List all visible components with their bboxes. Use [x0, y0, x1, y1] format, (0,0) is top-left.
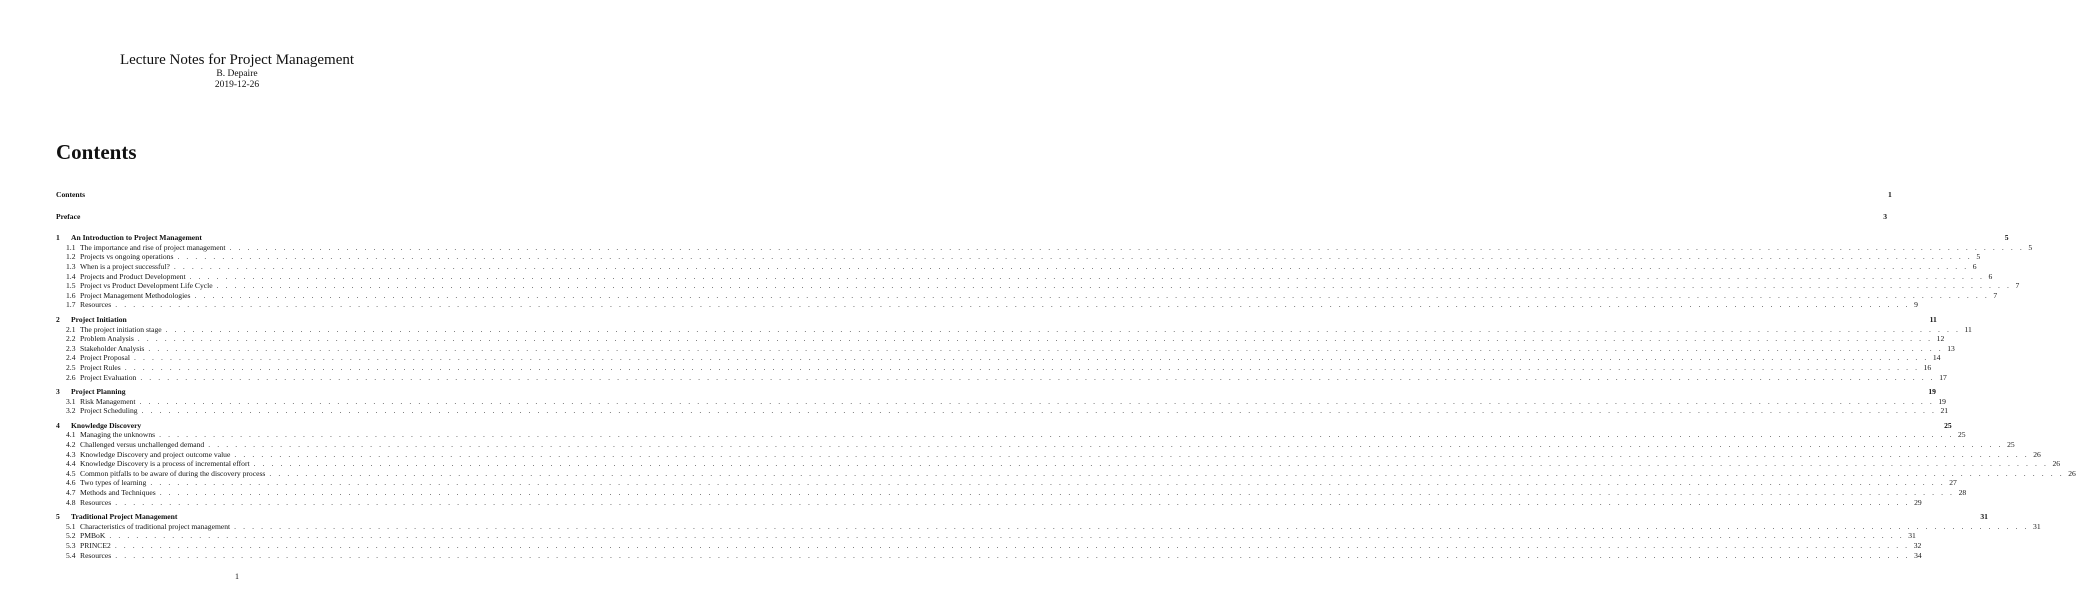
dot-leader: . . . . . . . . . . . . . . . . . . . . . . . . . . . . . . . . . . . . . . . . . . . . . . . . . . . . . . . . . . . . . . . . . . . . . . . . . . . . . . . . . . . . . . . . . . . . . . . . . . . . . . . . . . . . . . . . . . . . . . . . . . . . . . . . . . . . . . . . . . . . . . . . . . . . . . . . . . . . . . . . . . . . . . . . . . . . . . . . . . . . . . . . . . . . . . . . . . . . . . . . [109, 531, 1905, 541]
toc-page-number: 6 [1988, 271, 1993, 281]
dot-leader: . . . . . . . . . . . . . . . . . . . . . . . . . . . . . . . . . . . . . . . . . . . . . . . . . . . . . . . . . . . . . . . . . . . . . . . . . . . . . . . . . . . . . . . . . . . . . . . . . . . . . . . . . . . . . . . . . . . . . . . . . . . . . . . . . . . . . . . . . . . . . . . . . . . . . . . . . . . . . . . . . . . . . . . . . . . . . . . . . . . . . . . . . . . . . . . . . . . . . . . . [124, 362, 1920, 372]
dot-leader: . . . . . . . . . . . . . . . . . . . . . . . . . . . . . . . . . . . . . . . . . . . . . . . . . . . . . . . . . . . . . . . . . . . . . . . . . . . . . . . . . . . . . . . . . . . . . . . . . . . . . . . . . . . . . . . . . . . . . . . . . . . . . . . . . . . . . . . . . . . . . . . . . . . . . . . . . . . . . . . . . . . . . . . . . . . . . . . . . . . . . . . . . . . . . . . . . . . . . . . . [140, 372, 1936, 382]
toc-section[interactable] [56, 488, 1967, 498]
toc-section[interactable] [56, 497, 1922, 508]
toc-section[interactable] [56, 406, 1949, 416]
toc-label: PRINCE2 [80, 541, 111, 550]
toc-entry-front-matter[interactable] [56, 190, 1892, 200]
dot-leader: . . . . . . . . . . . . . . . . . . . . . . . . . . . . . . . . . . . . . . . . . . . . . . . . . . . . . . . . . . . . . . . . . . . . . . . . . . . . . . . . . . . . . . . . . . . . . . . . . . . . . . . . . . . . . . . . . . . . . . . . . . . . . . . . . . . . . . . . . . . . . . . . . . . . . . . . . . . . . . . . . . . . . . . . . . . . . . . . . . . . . . . . . . . . . . . . . . . . . . . . [194, 290, 1990, 300]
toc-section[interactable] [56, 261, 1977, 272]
toc-number: 5.3 [66, 541, 76, 550]
dot-leader: . . . . . . . . . . . . . . . . . . . . . . . . . . . . . . . . . . . . . . . . . . . . . . . . . . . . . . . . . . . . . . . . . . . . . . . . . . . . . . . . . . . . . . . . . . . . . . . . . . . . . . . . . . . . . . . . . . . . . . . . . . . . . . . . . . . . . . . . . . . . . . . . . . . . . . . . . . . . . . . . . . . . . . . . . . . . . . . . . . . . . . . . . . . . . . . . . . . . . . . . [253, 459, 2049, 469]
toc-page-number: 26 [2052, 459, 2061, 469]
toc-label: Project Proposal [80, 353, 130, 363]
toc-page-number: 11 [1929, 314, 1937, 324]
toc-number: 2.1 [66, 324, 76, 334]
toc-number: 3 [56, 387, 60, 397]
toc-section[interactable] [56, 459, 2061, 469]
toc-page-number: 13 [1947, 343, 1955, 353]
toc-label: Resources [80, 550, 112, 560]
toc-section[interactable] [56, 440, 2015, 450]
toc-page-number: 34 [1914, 550, 1922, 560]
toc-number: 5.4 [66, 550, 76, 560]
toc-label: Project Management Methodologies [80, 290, 191, 300]
toc-page-number: 7 [1993, 290, 1998, 300]
table-of-contents [56, 190, 2076, 560]
toc-page-number: 32 [1913, 541, 1922, 550]
toc-label: Traditional Project Management [71, 512, 178, 522]
toc-spacer [56, 221, 418, 233]
toc-label: Common pitfalls to be aware of during the discovery process [80, 468, 266, 478]
toc-number: 1.7 [66, 300, 76, 310]
toc-number: 1.3 [66, 261, 76, 271]
toc-number: 2.4 [66, 353, 76, 363]
toc-page-number: 16 [1923, 362, 1932, 372]
toc-chapter[interactable] [56, 512, 1988, 522]
toc-number: 1.6 [66, 290, 76, 300]
dot-leader: . . . . . . . . . . . . . . . . . . . . . . . . . . . . . . . . . . . . . . . . . . . . . . . . . . . . . . . . . . . . . . . . . . . . . . . . . . . . . . . . . . . . . . . . . . . . . . . . . . . . . . . . . . . . . . . . . . . . . . . . . . . . . . . . . . . . . . . . . . . . . . . . . . . . . . . . . . . . . . . . . . . . . . . . . . . . . . . . . . . . . . . . . . . . . . . . . . . . . . . . [137, 334, 1933, 344]
toc-chapter[interactable] [56, 314, 1937, 325]
toc-number: 1.5 [66, 281, 76, 291]
toc-page-number: 14 [1932, 353, 1941, 363]
dot-leader: . . . . . . . . . . . . . . . . . . . . . . . . . . . . . . . . . . . . . . . . . . . . . . . . . . . . . . . . . . . . . . . . . . . . . . . . . . . . . . . . . . . . . . . . . . . . . . . . . . . . . . . . . . . . . . . . . . . . . . . . . . . . . . . . . . . . . . . . . . . . . . . . . . . . . . . . . . . . . . . . . . . . . . . . . . . . . . . . . . . . . . . . . . . . . . . . . . . . . . . . [134, 353, 1929, 363]
toc-page-number: 27 [1949, 478, 1957, 488]
toc-number: 4.4 [66, 459, 76, 469]
toc-number: 1.2 [66, 252, 76, 262]
dot-leader: . . . . . . . . . . . . . . . . . . . . . . . . . . . . . . . . . . . . . . . . . . . . . . . . . . . . . . . . . . . . . . . . . . . . . . . . . . . . . . . . . . . . . . . . . . . . . . . . . . . . . . . . . . . . . . . . . . . . . . . . . . . . . . . . . . . . . . . . . . . . . . . . . . . . . . . . . . . . . . . . . . . . . . . . . . . . . . . . . . . . . . . . . . . . . . . . . . . . . . . . [177, 252, 1973, 262]
toc-number: 4.3 [66, 449, 76, 459]
toc-section[interactable] [56, 324, 1972, 335]
toc-page-number: 12 [1936, 334, 1945, 344]
toc-section[interactable] [56, 372, 1947, 383]
toc-section[interactable] [56, 430, 1966, 440]
toc-label: Project Evaluation [80, 372, 137, 382]
dot-leader: . . . . . . . . . . . . . . . . . . . . . . . . . . . . . . . . . . . . . . . . . . . . . . . . . . . . . . . . . . . . . . . . . . . . . . . . . . . . . . . . . . . . . . . . . . . . . . . . . . . . . . . . . . . . . . . . . . . . . . . . . . . . . . . . . . . . . . . . . . . . . . . . . . . . . . . . . . . . . . . . . . . . . . . . . . . . . . . . . . . . . . . . . . . . . . . . . . . . . . . . [173, 261, 1969, 271]
toc-page-number: 5 [2028, 242, 2033, 252]
toc-number: 5.2 [66, 531, 76, 541]
toc-number: 4.8 [66, 497, 76, 507]
toc-page-number: 5 [2004, 233, 2009, 243]
toc-page-number: 26 [2033, 449, 2041, 459]
page-number: 1 [235, 572, 239, 581]
toc-section[interactable] [56, 531, 1916, 541]
toc-label: Risk Management [80, 396, 136, 406]
document-date: 2019-12-26 [214, 80, 260, 90]
toc-number: 5 [56, 512, 60, 522]
toc-page-number: 29 [1914, 497, 1922, 507]
toc-section[interactable] [56, 334, 1945, 344]
toc-label: Project Scheduling [80, 406, 138, 416]
toc-label: Contents [56, 190, 86, 199]
toc-label: Project Planning [71, 387, 126, 397]
toc-page-number: 3 [1883, 211, 1887, 221]
toc-label: Projects and Product Development [80, 271, 186, 281]
toc-label: Knowledge Discovery and project outcome value [80, 449, 231, 459]
dot-leader: . . . . . . . . . . . . . . . . . . . . . . . . . . . . . . . . . . . . . . . . . . . . . . . . . . . . . . . . . . . . . . . . . . . . . . . . . . . . . . . . . . . . . . . . . . . . . . . . . . . . . . . . . . . . . . . . . . . . . . . . . . . . . . . . . . . . . . . . . . . . . . . . . . . . . . . . . . . . . . . . . . . . . . . . . . . . . . . . . . . . . . . . . . . . . . . . . . . . . . . . [208, 440, 2004, 450]
contents-heading: Contents [56, 140, 137, 164]
toc-page-number: 19 [1938, 396, 1946, 406]
toc-number: 4.5 [66, 468, 76, 478]
toc-entry-front-matter[interactable] [56, 211, 1887, 222]
toc-label: Resources [80, 497, 112, 507]
dot-leader: . . . . . . . . . . . . . . . . . . . . . . . . . . . . . . . . . . . . . . . . . . . . . . . . . . . . . . . . . . . . . . . . . . . . . . . . . . . . . . . . . . . . . . . . . . . . . . . . . . . . . . . . . . . . . . . . . . . . . . . . . . . . . . . . . . . . . . . . . . . . . . . . . . . . . . . . . . . . . . . . . . . . . . . . . . . . . . . . . . . . . . . . . . . . . . . . . . . . . . . . [115, 300, 1911, 310]
toc-page-number: 9 [1914, 300, 1918, 310]
toc-chapter[interactable] [56, 387, 1936, 397]
toc-section[interactable] [56, 362, 1932, 373]
toc-number: 1.1 [66, 242, 76, 252]
toc-page-number: 21 [1940, 406, 1949, 416]
toc-label: Project Initiation [71, 314, 127, 324]
toc-section[interactable] [56, 541, 1922, 551]
toc-label: The importance and rise of project management [80, 242, 226, 252]
toc-label: When is a project successful? [80, 261, 170, 271]
dot-leader: . . . . . . . . . . . . . . . . . . . . . . . . . . . . . . . . . . . . . . . . . . . . . . . . . . . . . . . . . . . . . . . . . . . . . . . . . . . . . . . . . . . . . . . . . . . . . . . . . . . . . . . . . . . . . . . . . . . . . . . . . . . . . . . . . . . . . . . . . . . . . . . . . . . . . . . . . . . . . . . . . . . . . . . . . . . . . . . . . . . . . . . . . . . . . . . . . . . . . . . . [165, 324, 1961, 334]
toc-page-number: 6 [1972, 261, 1977, 271]
toc-label: Managing the unknowns [80, 430, 156, 440]
toc-number: 3.2 [66, 406, 76, 416]
toc-chapter[interactable] [56, 420, 1952, 431]
toc-page-number: 19 [1928, 387, 1936, 397]
toc-label: PMBoK [80, 531, 106, 541]
toc-label: Knowledge Discovery [71, 420, 142, 430]
dot-leader: . . . . . . . . . . . . . . . . . . . . . . . . . . . . . . . . . . . . . . . . . . . . . . . . . . . . . . . . . . . . . . . . . . . . . . . . . . . . . . . . . . . . . . . . . . . . . . . . . . . . . . . . . . . . . . . . . . . . . . . . . . . . . . . . . . . . . . . . . . . . . . . . . . . . . . . . . . . . . . . . . . . . . . . . . . . . . . . . . . . . . . . . . . . . . . . . . . . . . . . . [150, 478, 1946, 488]
toc-number: 2.2 [66, 334, 76, 344]
toc-number: 5.1 [66, 521, 76, 531]
toc-page-number: 1 [1888, 190, 1892, 199]
toc-label: Problem Analysis [80, 334, 134, 344]
toc-section[interactable] [56, 242, 2033, 253]
toc-page-number: 11 [1964, 324, 1972, 334]
toc-label: Projects vs ongoing operations [80, 252, 174, 262]
toc-label: Knowledge Discovery is a process of incremental effort [80, 459, 250, 469]
toc-page-number: 17 [1939, 372, 1947, 382]
dot-leader: . . . . . . . . . . . . . . . . . . . . . . . . . . . . . . . . . . . . . . . . . . . . . . . . . . . . . . . . . . . . . . . . . . . . . . . . . . . . . . . . . . . . . . . . . . . . . . . . . . . . . . . . . . . . . . . . . . . . . . . . . . . . . . . . . . . . . . . . . . . . . . . . . . . . . . . . . . . . . . . . . . . . . . . . . . . . . . . . . . . . . . . . . . . . . . . . . . . . . . . . [115, 550, 1911, 560]
toc-page-number: 25 [1944, 420, 1952, 430]
toc-section[interactable] [56, 449, 2041, 460]
dot-leader: . . . . . . . . . . . . . . . . . . . . . . . . . . . . . . . . . . . . . . . . . . . . . . . . . . . . . . . . . . . . . . . . . . . . . . . . . . . . . . . . . . . . . . . . . . . . . . . . . . . . . . . . . . . . . . . . . . . . . . . . . . . . . . . . . . . . . . . . . . . . . . . . . . . . . . . . . . . . . . . . . . . . . . . . . . . . . . . . . . . . . . . . . . . . . . . . . . . . . . . . [229, 242, 2025, 252]
toc-label: An Introduction to Project Management [71, 233, 202, 243]
toc-section[interactable] [56, 396, 1946, 407]
toc-number: 2.3 [66, 343, 76, 353]
toc-page-number: 5 [1976, 252, 1981, 262]
toc-number: 1.4 [66, 271, 76, 281]
dot-leader: . . . . . . . . . . . . . . . . . . . . . . . . . . . . . . . . . . . . . . . . . . . . . . . . . . . . . . . . . . . . . . . . . . . . . . . . . . . . . . . . . . . . . . . . . . . . . . . . . . . . . . . . . . . . . . . . . . . . . . . . . . . . . . . . . . . . . . . . . . . . . . . . . . . . . . . . . . . . . . . . . . . . . . . . . . . . . . . . . . . . . . . . . . . . . . . . . . . . . . . . [115, 497, 1911, 507]
toc-section[interactable] [56, 478, 1957, 488]
toc-section[interactable] [56, 290, 1998, 301]
toc-section[interactable] [56, 271, 1993, 282]
toc-number: 2 [56, 314, 60, 324]
toc-page-number: 25 [2007, 440, 2015, 450]
toc-label: Project vs Product Development Life Cycle [80, 281, 213, 291]
toc-section[interactable] [56, 343, 1955, 354]
toc-page-number: 31 [2033, 521, 2041, 531]
toc-section[interactable] [56, 300, 1918, 310]
toc-number: 4.6 [66, 478, 76, 488]
toc-number: 1 [56, 233, 60, 243]
dot-leader: . . . . . . . . . . . . . . . . . . . . . . . . . . . . . . . . . . . . . . . . . . . . . . . . . . . . . . . . . . . . . . . . . . . . . . . . . . . . . . . . . . . . . . . . . . . . . . . . . . . . . . . . . . . . . . . . . . . . . . . . . . . . . . . . . . . . . . . . . . . . . . . . . . . . . . . . . . . . . . . . . . . . . . . . . . . . . . . . . . . . . . . . . . . . . . . . . . . . . . . . [234, 521, 2030, 531]
toc-section[interactable] [56, 468, 2076, 479]
toc-page-number: 25 [1957, 430, 1966, 440]
toc-page-number: 28 [1958, 488, 1967, 498]
toc-label: Preface [56, 211, 81, 221]
toc-page-number: 7 [2015, 281, 2020, 291]
dot-leader: . . . . . . . . . . . . . . . . . . . . . . . . . . . . . . . . . . . . . . . . . . . . . . . . . . . . . . . . . . . . . . . . . . . . . . . . . . . . . . . . . . . . . . . . . . . . . . . . . . . . . . . . . . . . . . . . . . . . . . . . . . . . . . . . . . . . . . . . . . . . . . . . . . . . . . . . . . . . . . . . . . . . . . . . . . . . . . . . . . . . . . . . . . . . . . . . . . . . . . . . [269, 468, 2065, 478]
toc-number: 4 [56, 420, 60, 430]
document-title: Lecture Notes for Project Management [119, 52, 355, 68]
toc-section[interactable] [56, 550, 1922, 561]
toc-section[interactable] [56, 281, 2020, 291]
dot-leader: . . . . . . . . . . . . . . . . . . . . . . . . . . . . . . . . . . . . . . . . . . . . . . . . . . . . . . . . . . . . . . . . . . . . . . . . . . . . . . . . . . . . . . . . . . . . . . . . . . . . . . . . . . . . . . . . . . . . . . . . . . . . . . . . . . . . . . . . . . . . . . . . . . . . . . . . . . . . . . . . . . . . . . . . . . . . . . . . . . . . . . . . . . . . . . . . . . . . . . . . [159, 430, 1954, 440]
dot-leader: . . . . . . . . . . . . . . . . . . . . . . . . . . . . . . . . . . . . . . . . . . . . . . . . . . . . . . . . . . . . . . . . . . . . . . . . . . . . . . . . . . . . . . . . . . . . . . . . . . . . . . . . . . . . . . . . . . . . . . . . . . . . . . . . . . . . . . . . . . . . . . . . . . . . . . . . . . . . . . . . . . . . . . . . . . . . . . . . . . . . . . . . . . . . . . . . . . . . . . . . [189, 271, 1985, 281]
dot-leader: . . . . . . . . . . . . . . . . . . . . . . . . . . . . . . . . . . . . . . . . . . . . . . . . . . . . . . . . . . . . . . . . . . . . . . . . . . . . . . . . . . . . . . . . . . . . . . . . . . . . . . . . . . . . . . . . . . . . . . . . . . . . . . . . . . . . . . . . . . . . . . . . . . . . . . . . . . . . . . . . . . . . . . . . . . . . . . . . . . . . . . . . . . . . . . . . . . . . . . . . [114, 541, 1910, 550]
toc-label: Methods and Techniques [80, 488, 156, 498]
toc-number: 4.2 [66, 440, 76, 450]
document-author: B. Depaire [216, 69, 258, 79]
toc-page-number: 31 [1980, 512, 1988, 522]
toc-number: 3.1 [66, 396, 76, 406]
toc-label: Resources [80, 300, 112, 310]
toc-label: Characteristics of traditional project management [80, 521, 231, 531]
toc-spacer [56, 200, 418, 212]
dot-leader: . . . . . . . . . . . . . . . . . . . . . . . . . . . . . . . . . . . . . . . . . . . . . . . . . . . . . . . . . . . . . . . . . . . . . . . . . . . . . . . . . . . . . . . . . . . . . . . . . . . . . . . . . . . . . . . . . . . . . . . . . . . . . . . . . . . . . . . . . . . . . . . . . . . . . . . . . . . . . . . . . . . . . . . . . . . . . . . . . . . . . . . . . . . . . . . . . . . . . . . . [139, 396, 1935, 406]
toc-label: Two types of learning [80, 478, 147, 488]
dot-leader: . . . . . . . . . . . . . . . . . . . . . . . . . . . . . . . . . . . . . . . . . . . . . . . . . . . . . . . . . . . . . . . . . . . . . . . . . . . . . . . . . . . . . . . . . . . . . . . . . . . . . . . . . . . . . . . . . . . . . . . . . . . . . . . . . . . . . . . . . . . . . . . . . . . . . . . . . . . . . . . . . . . . . . . . . . . . . . . . . . . . . . . . . . . . . . . . . . . . . . . . [216, 281, 2012, 291]
toc-section[interactable] [56, 252, 1981, 262]
toc-section[interactable] [56, 353, 1941, 363]
toc-number: 4.7 [66, 488, 76, 498]
toc-number: 4.1 [66, 430, 76, 440]
toc-label: Challenged versus unchallenged demand [80, 440, 205, 450]
toc-chapter[interactable] [56, 233, 2009, 243]
toc-number: 2.6 [66, 372, 76, 382]
toc-page-number: 26 [2068, 468, 2076, 478]
toc-section[interactable] [56, 521, 2041, 532]
toc-number: 2.5 [66, 362, 76, 372]
toc-label: The project initiation stage [80, 324, 162, 334]
dot-leader: . . . . . . . . . . . . . . . . . . . . . . . . . . . . . . . . . . . . . . . . . . . . . . . . . . . . . . . . . . . . . . . . . . . . . . . . . . . . . . . . . . . . . . . . . . . . . . . . . . . . . . . . . . . . . . . . . . . . . . . . . . . . . . . . . . . . . . . . . . . . . . . . . . . . . . . . . . . . . . . . . . . . . . . . . . . . . . . . . . . . . . . . . . . . . . . . . . . . . . . . [141, 406, 1937, 416]
dot-leader: . . . . . . . . . . . . . . . . . . . . . . . . . . . . . . . . . . . . . . . . . . . . . . . . . . . . . . . . . . . . . . . . . . . . . . . . . . . . . . . . . . . . . . . . . . . . . . . . . . . . . . . . . . . . . . . . . . . . . . . . . . . . . . . . . . . . . . . . . . . . . . . . . . . . . . . . . . . . . . . . . . . . . . . . . . . . . . . . . . . . . . . . . . . . . . . . . . . . . . . . [159, 488, 1955, 498]
toc-label: Stakeholder Analysis [80, 343, 145, 353]
dot-leader: . . . . . . . . . . . . . . . . . . . . . . . . . . . . . . . . . . . . . . . . . . . . . . . . . . . . . . . . . . . . . . . . . . . . . . . . . . . . . . . . . . . . . . . . . . . . . . . . . . . . . . . . . . . . . . . . . . . . . . . . . . . . . . . . . . . . . . . . . . . . . . . . . . . . . . . . . . . . . . . . . . . . . . . . . . . . . . . . . . . . . . . . . . . . . . . . . . . . . . . . [148, 343, 1944, 353]
dot-leader: . . . . . . . . . . . . . . . . . . . . . . . . . . . . . . . . . . . . . . . . . . . . . . . . . . . . . . . . . . . . . . . . . . . . . . . . . . . . . . . . . . . . . . . . . . . . . . . . . . . . . . . . . . . . . . . . . . . . . . . . . . . . . . . . . . . . . . . . . . . . . . . . . . . . . . . . . . . . . . . . . . . . . . . . . . . . . . . . . . . . . . . . . . . . . . . . . . . . . . . . [234, 449, 2030, 459]
toc-label: Project Rules [80, 362, 121, 372]
title-block [0, 52, 474, 91]
toc-page-number: 31 [1908, 531, 1916, 541]
